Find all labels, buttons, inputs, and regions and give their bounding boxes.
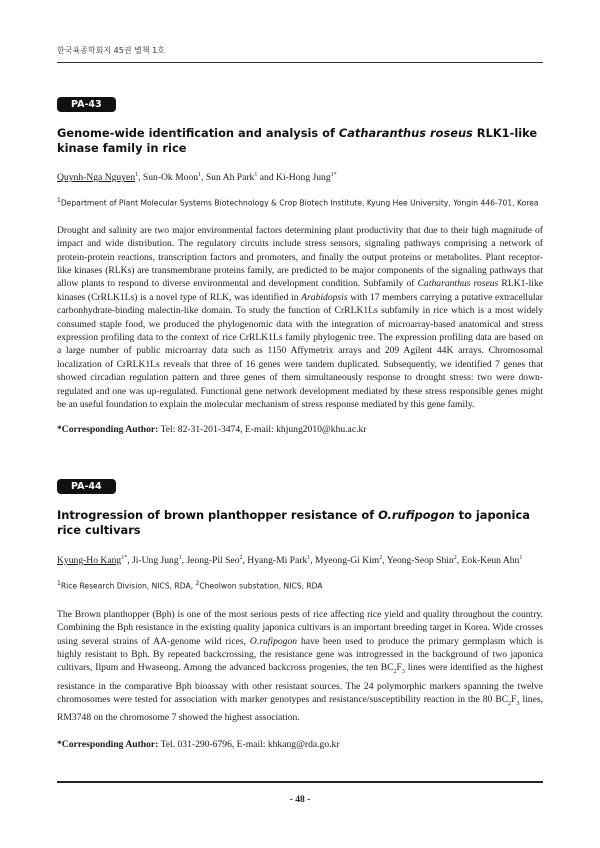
author-list: Kyung-Ho Kang$^{1*}$, Ji-Ung Jung$^1$, Jeong-Pil Seo$^2$, Hyang-Mi Park$^1$, Myeong-Gi Kim$^2$, Yeong-Seop Shin$^2$, Eok-Keun Ahn$^1$ <box>57 555 523 567</box>
author-presenter: Quynh-Nga Nguyen <box>57 172 136 184</box>
abstract-tag: PA-44 <box>57 479 116 494</box>
running-header: 한국육종학회지 45권 별책 1호 <box>57 46 165 55</box>
abstract-body: The Brown planthopper (Bph) is one of the most serious pests of rice affecting rice yield and quality throughout the country. Combining the Bph resistance in the existing quality japonica cultivars is an important breeding target in Korea. Wide crosses using several strains of AA-genome wild rices, O.rufipogon have been used to produce the primary germplasm which is highly resistant to Bph. By repeated backcrossing, the resistance gene was introgressed in the background of two japonica cultivars, Ilpum and Hwaseong. Among the advanced backcross progenies, the ten $BC_2F_3$ lines were identified as the highest resistance in the comparative Bph bioassay with other resistant sources. The 24 polymorphic markers spanning the twelve chromosomes were tested for association with marker genotypes and resistance/susceptibility reaction in the 80 $BC_2F_3$ lines, RM3748 on the chromosome 7 showed the highest association. <box>57 608 543 724</box>
author: Eok-Keun Ahn <box>461 555 520 567</box>
author: Ji-Ung Jung <box>132 555 179 567</box>
author: Sun-Ok Moon <box>142 172 199 184</box>
header-rule <box>57 62 543 63</box>
footer-rule <box>57 781 543 783</box>
corresponding-author: *Corresponding Author: Tel. 031-290-6796, E-mail: khkang@rda.go.kr <box>57 738 340 750</box>
author-list: Quynh-Nga Nguyen$^1$, Sun-Ok Moon$^1$, Sun Ah Park$^1$ and Ki-Hong Jung$^{1*}$ <box>57 172 337 184</box>
affiliation: $^1$Rice Research Division, NICS, RDA, $^2$Cheolwon substation, NICS, RDA <box>57 580 323 591</box>
abstract-body: Drought and salinity are two major environmental factors determining plant productivity that due to their high magnitude of impact and wide distribution. The regulatory circuits include stress sensors, signaling pathways comprising a network of protein-protein reactions, transcription factors and promoters, and finally the output proteins or metabolites. Plant receptor-like kinases (RLKs) are transmembrane proteins family, are predicted to be major components of the signaling pathways that allow plants to respond to diverse environmental and development condition. Subfamily of Catharanthus roseus RLK1-like kinases (CrRLK1Ls) is a novel type of RLK, was identified in Arabidopsis with 17 members carrying a putative extracellular carbonhydrate-binding malectin-like domain. To study the function of CrRLK1Ls subfamily in rice which is a most widely consumed staple food, we produced the phylogenomic data with the integration of microarray-based anatomical and stress expression profiling data to the context of rice CrRLK1Ls family phylogenic tree. The expression profiling data are based on a large number of public microarray data such as 1150 Affymetrix arrays and 209 Agilent 44K arrays. Chromosomal localization of CrRLK1Ls reveals that three of 16 genes were tandem duplicated. Subsequently, we identified 7 genes that showed circadian regulation pattern and three genes of them simultaneously response to drought stress: two were down-regulated and one was up-regulated. Functional gene network development mediated by these stress responsible genes might be an useful foundation to explain the molecular mechanism of stress response mediated by this gene family. <box>57 224 543 410</box>
author: Hyang-Mi Park <box>247 555 308 567</box>
affiliation: $^1$Department of Plant Molecular Systems Biotechnology & Crop Biotech Institute, Kyung Hee University, Yongin 446-701, Korea <box>57 197 539 208</box>
abstract-title: Genome-wide identification and analysis of Catharanthus roseus RLK1-like kinase family in rice <box>57 126 538 155</box>
author-presenter: Kyung-Ho Kang <box>57 555 122 567</box>
abstract-title: Introgression of brown planthopper resistance of O.rufipogon to japonica rice cultivars <box>57 508 530 537</box>
abstract-tag: PA-43 <box>57 97 116 112</box>
corresponding-author: *Corresponding Author: Tel: 82-31-201-3474, E-mail: khjung2010@khu.ac.kr <box>57 424 367 436</box>
author: Yeong-Seop Shin <box>386 555 454 567</box>
abstract-pa44 <box>57 476 543 750</box>
author: Jeong-Pil Seo <box>186 555 240 567</box>
author: Myeong-Gi Kim <box>315 555 380 567</box>
author: Sun Ah Park <box>205 172 255 184</box>
abstract-pa43 <box>57 94 543 435</box>
author: Ki-Hong Jung <box>276 172 331 184</box>
page-number: - 48 - <box>289 795 311 805</box>
